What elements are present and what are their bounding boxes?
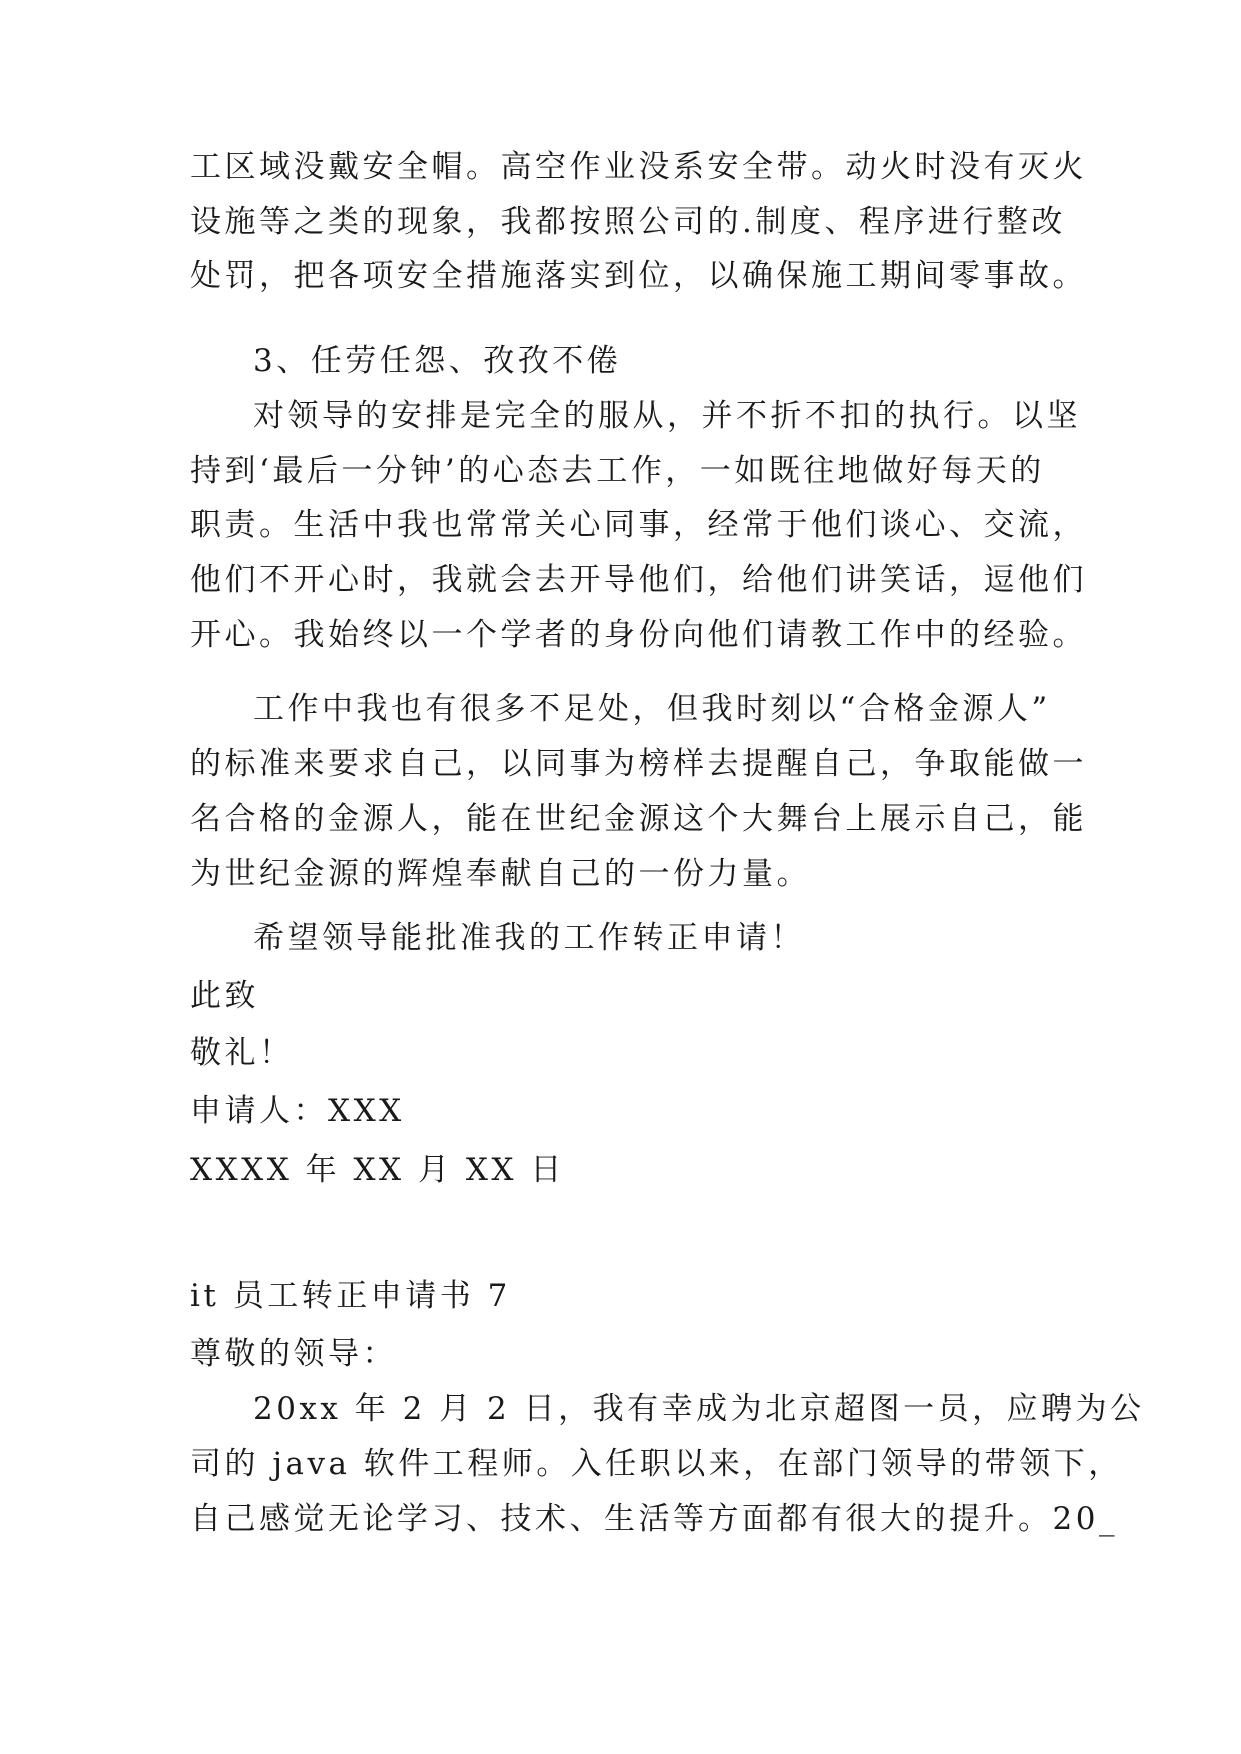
- paragraph-line: 司的 java 软件工程师。入任职以来，在部门领导的带领下，: [190, 1446, 1123, 1482]
- salutation: 尊敬的领导：: [190, 1336, 397, 1372]
- signature-line: 申请人：XXX: [190, 1093, 405, 1129]
- paragraph-line: 为世纪金源的辉煌奉献自己的一份力量。: [190, 856, 811, 892]
- paragraph-line: 的标准来要求自己，以同事为榜样去提醒自己，争取能做一: [190, 746, 1087, 782]
- section-heading: 3、任劳任怨、孜孜不倦: [253, 343, 622, 379]
- paragraph-line: 职责。生活中我也常常关心同事，经常于他们谈心、交流，: [190, 507, 1087, 543]
- paragraph-line: 工作中我也有很多不足处，但我时刻以“合格金源人”: [253, 691, 1051, 727]
- paragraph-line: 持到‘最后一分钟’的心态去工作，一如既往地做好每天的: [190, 453, 1045, 489]
- paragraph-line: 20xx 年 2 月 2 日，我有幸成为北京超图一员，应聘为公: [253, 1391, 1145, 1427]
- paragraph-line: 希望领导能批准我的工作转正申请！: [253, 920, 805, 956]
- paragraph-line: 他们不开心时，我就会去开导他们，给他们讲笑话，逗他们: [190, 562, 1087, 598]
- paragraph-line: 工区域没戴安全帽。高空作业没系安全带。动火时没有灭火: [190, 149, 1087, 185]
- date-line: XXXX 年 XX 月 XX 日: [190, 1152, 565, 1188]
- section-title: it 员工转正申请书 7: [190, 1278, 511, 1314]
- closing-line: 敬礼！: [190, 1035, 294, 1071]
- paragraph-line: 开心。我始终以一个学者的身份向他们请教工作中的经验。: [190, 617, 1087, 653]
- paragraph-line: 名合格的金源人，能在世纪金源这个大舞台上展示自己，能: [190, 801, 1087, 837]
- closing-line: 此致: [190, 978, 259, 1014]
- paragraph-line: 设施等之类的现象，我都按照公司的.制度、程序进行整改: [190, 204, 1066, 240]
- paragraph-line: 自己感觉无论学习、技术、生活等方面都有很大的提升。20_: [190, 1501, 1118, 1537]
- paragraph-line: 处罚，把各项安全措施落实到位，以确保施工期间零事故。: [190, 258, 1087, 294]
- paragraph-line: 对领导的安排是完全的服从，并不折不扣的执行。以坚: [253, 398, 1081, 434]
